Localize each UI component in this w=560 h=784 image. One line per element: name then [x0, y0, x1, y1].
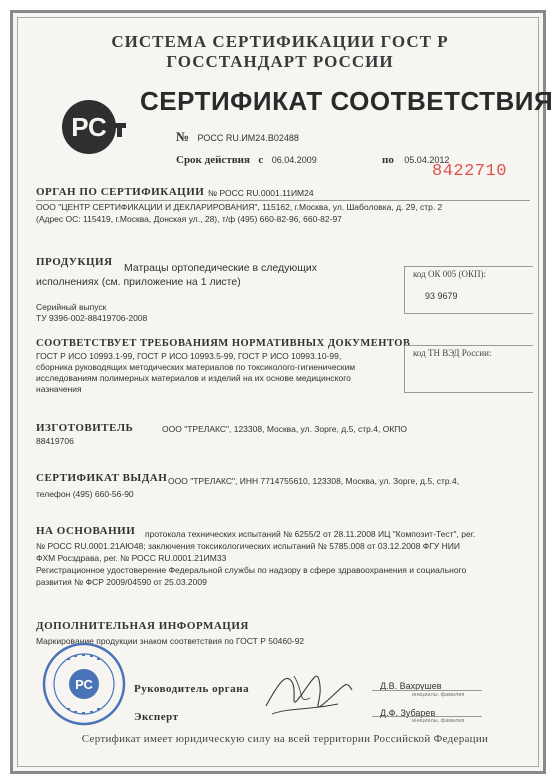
basis-line2: № РОСС RU.0001.21АЮ48; заключения токсикологических испытаний № 5785.008 от 03.12.2008 ФГУ НИИ	[36, 541, 460, 551]
product-text-line2: исполнениях (см. приложение на 1 листе)	[36, 276, 241, 288]
system-title-line2: ГОССТАНДАРТ РОССИИ	[166, 52, 394, 71]
expert-label: Эксперт	[134, 711, 179, 723]
official-stamp-icon	[42, 642, 126, 726]
compliance-line3: исследованиям полимерных материалов и изделий на их основе медицинского	[36, 373, 351, 383]
certificate-number-row	[176, 128, 299, 146]
expert-name-caption: инициалы, фамилия	[412, 718, 465, 724]
additional-info-line1: Маркирование продукции знаком соответствия по ГОСТ Р 50460-92	[36, 636, 305, 646]
head-name-underline	[372, 690, 482, 691]
validity-date-from: 06.04.2009	[271, 155, 317, 165]
compliance-line1: ГОСТ Р ИСО 10993.1-99, ГОСТ Р ИСО 10993.5-99, ГОСТ Р ИСО 10993.10-99,	[36, 351, 342, 361]
tnved-label: код ТН ВЭД России:	[413, 348, 492, 358]
certificate-number: РОСС RU.ИМ24.В02488	[197, 133, 299, 143]
compliance-line4: назначения	[36, 384, 82, 394]
okp-value: 93 9679	[425, 291, 458, 301]
expert-name-text: Д.Ф. Зубарев	[380, 708, 436, 718]
okp-code-box	[404, 266, 533, 314]
head-name-caption: инициалы, фамилия	[412, 692, 465, 698]
certification-body-line2: (Адрес ОС: 115419, г.Москва, Донская ул., 28), т/ф (495) 660-82-96, 660-82-97	[36, 214, 342, 224]
validity-to-label: по	[382, 154, 394, 166]
issued-line1: ООО "ТРЕЛАКС", ИНН 7714755610, 123308, Москва, ул. Зорге, д.5, стр.4,	[168, 476, 460, 486]
tnved-code-box	[404, 345, 533, 393]
validity-footer: Сертификат имеет юридическую силу на всей территории Российской Федерации	[81, 733, 489, 745]
basis-line4: Регистрационное удостоверение Федеральной службы по надзору в сфере здравоохранения и социального	[36, 565, 467, 575]
certification-body-number: № РОСС RU.0001.11ИМ24	[208, 188, 314, 198]
basis-line3: ФХМ Росздрава, рег. № РОСС RU.0001.21ИМ33	[36, 553, 227, 563]
system-title-line1: СИСТЕМА СЕРТИФИКАЦИИ ГОСТ Р	[111, 32, 449, 51]
signature-icon	[258, 664, 358, 722]
validity-date-to: 05.04.2012	[404, 155, 450, 165]
issued-line2: телефон (495) 660-56-90	[36, 489, 134, 499]
product-serial-line1: Серийный выпуск	[36, 302, 107, 312]
issued-label: СЕРТИФИКАТ ВЫДАН	[36, 472, 168, 484]
compliance-line2: сборника руководящих методических материалов по токсиколого-гигиеническим	[36, 362, 356, 372]
product-text-line1: Матрацы ортопедические в следующих	[124, 262, 317, 274]
number-symbol: №	[176, 129, 190, 144]
product-label: ПРОДУКЦИЯ	[36, 256, 113, 268]
manufacturer-line1: ООО "ТРЕЛАКС", 123308, Москва, ул. Зорге, д.5, стр.4, ОКПО	[162, 424, 407, 434]
expert-name-underline	[372, 716, 482, 717]
certificate-title: СЕРТИФИКАТ СООТВЕТСТВИЯ	[140, 86, 554, 116]
serial-number: 8422710	[432, 162, 507, 181]
certification-body-line1: ООО "ЦЕНТР СЕРТИФИКАЦИИ И ДЕКЛАРИРОВАНИЯ", 115162, г.Москва, ул. Шаболовка, д. 29, стр. 2	[36, 202, 443, 212]
manufacturer-line2: 88419706	[36, 436, 74, 446]
basis-line5: развития № ФСР 2009/04590 от 25.03.2009	[36, 577, 207, 587]
validity-from-label: с	[258, 154, 264, 166]
validity-label: Срок действия	[176, 154, 250, 166]
head-name-text: Д.В. Вахрушев	[380, 681, 442, 691]
head-of-body-label: Руководитель органа	[134, 683, 250, 695]
stamp-letters: РС	[75, 677, 93, 692]
product-serial-line2: ТУ 9396-002-88419706-2008	[36, 313, 148, 323]
compliance-label: СООТВЕТСТВУЕТ ТРЕБОВАНИЯМ НОРМАТИВНЫХ ДОКУМЕНТОВ	[36, 338, 411, 349]
logo-letters: РС	[71, 112, 107, 142]
pc-mark-logo-icon	[60, 98, 128, 156]
divider-line	[36, 200, 530, 201]
basis-label: НА ОСНОВАНИИ	[36, 525, 136, 537]
additional-info-label: ДОПОЛНИТЕЛЬНАЯ ИНФОРМАЦИЯ	[36, 620, 249, 632]
manufacturer-label: ИЗГОТОВИТЕЛЬ	[36, 422, 134, 434]
basis-line1: протокола технических испытаний № 6255/2 от 28.11.2008 ИЦ "Композит-Тест", рег.	[145, 529, 476, 539]
certification-body-label: ОРГАН ПО СЕРТИФИКАЦИИ	[36, 186, 205, 198]
validity-row	[176, 150, 317, 168]
okp-label: код ОК 005 (ОКП):	[413, 269, 486, 279]
